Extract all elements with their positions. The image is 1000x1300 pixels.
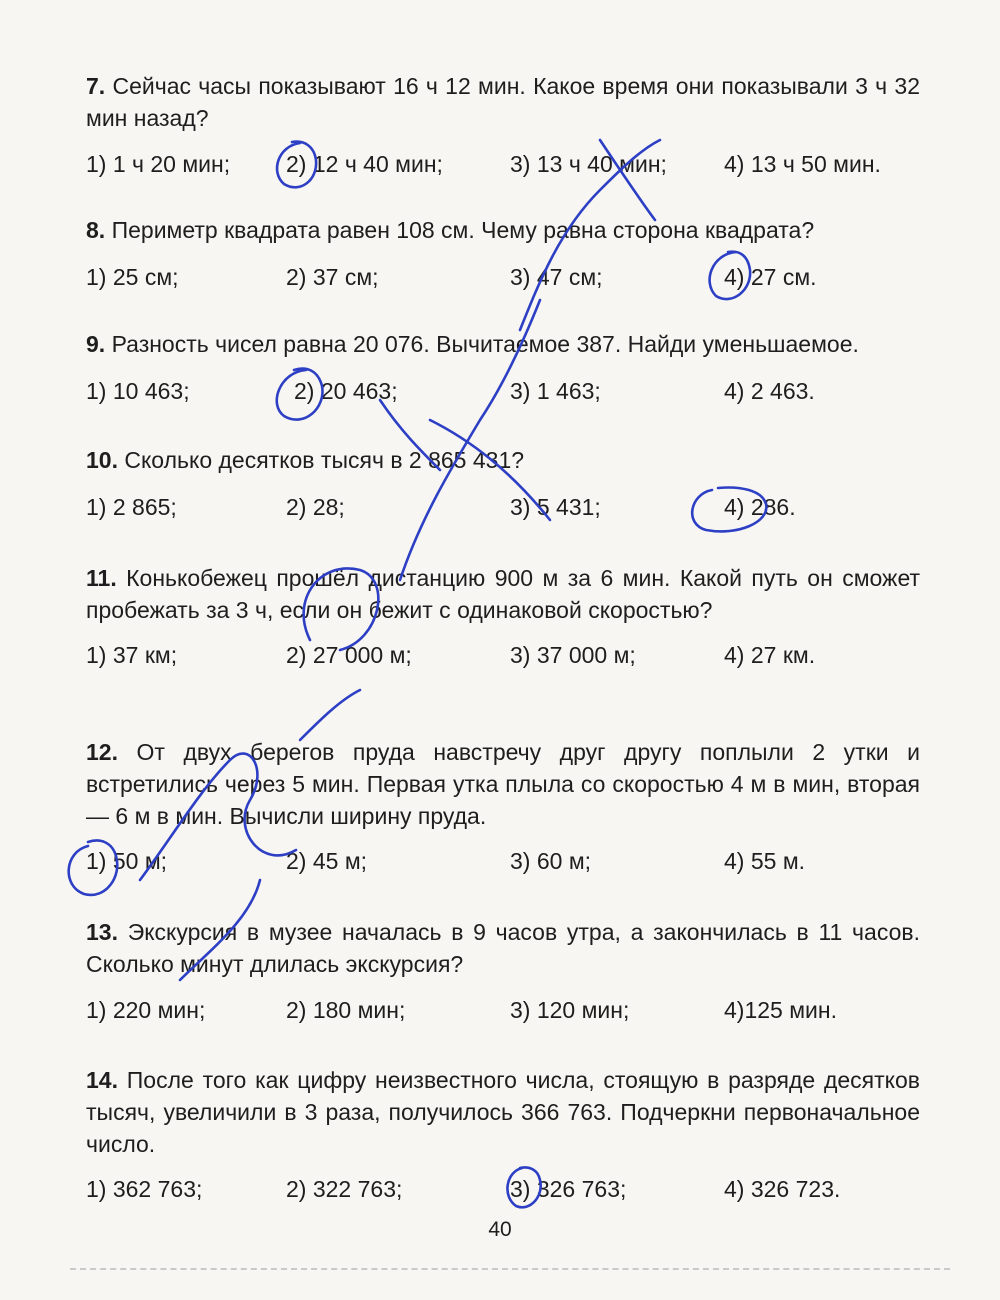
question-text: 13. Экскурсия в музее началась в 9 часов утра, а закончилась в 11 часов. Сколько минут длилась экскурсия? bbox=[86, 919, 920, 977]
answer-option-3[interactable]: 3) 1 463; bbox=[510, 378, 601, 404]
question-7 bbox=[86, 70, 920, 181]
answer-option-4[interactable]: 4) 27 см. bbox=[724, 264, 817, 290]
answer-option-2[interactable]: 2) 28; bbox=[286, 494, 345, 520]
question-11 bbox=[86, 562, 920, 672]
answer-option-4[interactable]: 4) 326 723. bbox=[724, 1176, 841, 1202]
question-13 bbox=[86, 916, 920, 1027]
question-text: 9. Разность чисел равна 20 076. Вычитаемое 387. Найди уменьшаемое. bbox=[86, 331, 859, 357]
answer-option-3[interactable]: 3) 37 000 м; bbox=[510, 642, 636, 668]
answer-option-2[interactable]: 2) 12 ч 40 мин; bbox=[286, 151, 443, 177]
scribble-stroke bbox=[300, 690, 360, 740]
answer-options bbox=[86, 993, 920, 1027]
answer-option-3[interactable]: 3) 326 763; bbox=[510, 1176, 627, 1202]
answer-options bbox=[86, 490, 920, 524]
question-number: 12. bbox=[86, 739, 118, 765]
question-number: 10. bbox=[86, 447, 118, 473]
question-10 bbox=[86, 444, 920, 524]
answer-option-3[interactable]: 3) 60 м; bbox=[510, 848, 592, 874]
answer-option-4[interactable]: 4)125 мин. bbox=[724, 997, 837, 1023]
answer-options bbox=[86, 1172, 920, 1206]
answer-option-3[interactable]: 3) 47 см; bbox=[510, 264, 603, 290]
answer-options bbox=[86, 260, 920, 294]
question-text: 10. Сколько десятков тысяч в 2 865 431? bbox=[86, 447, 525, 473]
answer-option-1[interactable]: 1) 10 463; bbox=[86, 378, 190, 404]
answer-option-2[interactable]: 2) 180 мин; bbox=[286, 997, 406, 1023]
question-text: 11. Конькобежец прошёл дистанцию 900 м за 6 мин. Какой путь он сможет пробежать за 3 ч, если он бежит с одинаковой скоростью? bbox=[86, 565, 921, 623]
question-number: 7. bbox=[86, 73, 106, 99]
answer-options bbox=[86, 147, 920, 181]
answer-option-2[interactable]: 2) 37 см; bbox=[286, 264, 379, 290]
answer-option-4[interactable]: 4) 13 ч 50 мин. bbox=[724, 151, 881, 177]
question-text: 8. Периметр квадрата равен 108 см. Чему равна сторона квадрата? bbox=[86, 217, 815, 243]
answer-option-3[interactable]: 3) 120 мин; bbox=[510, 997, 630, 1023]
answer-option-1[interactable]: 1) 2 865; bbox=[86, 494, 177, 520]
question-number: 13. bbox=[86, 919, 118, 945]
page-number: 40 bbox=[488, 1218, 512, 1241]
answer-option-3[interactable]: 3) 13 ч 40 мин; bbox=[510, 151, 667, 177]
question-text: 7. Сейчас часы показывают 16 ч 12 мин. Какое время они показывали 3 ч 32 мин назад? bbox=[86, 73, 921, 131]
answer-option-4[interactable]: 4) 55 м. bbox=[724, 848, 806, 874]
question-number: 9. bbox=[86, 331, 106, 357]
answer-option-2[interactable]: 2) 20 463; bbox=[294, 378, 398, 404]
question-number: 8. bbox=[86, 217, 106, 243]
answer-option-3[interactable]: 3) 5 431; bbox=[510, 494, 601, 520]
page-bottom-rule bbox=[70, 1268, 950, 1270]
answer-option-1[interactable]: 1) 37 км; bbox=[86, 642, 178, 668]
question-14 bbox=[86, 1064, 920, 1206]
question-number: 11. bbox=[86, 565, 117, 591]
question-9 bbox=[86, 328, 920, 408]
question-8 bbox=[86, 214, 920, 294]
answer-option-4[interactable]: 4) 286. bbox=[724, 494, 796, 520]
question-number: 14. bbox=[86, 1067, 118, 1093]
answer-option-4[interactable]: 4) 27 км. bbox=[724, 642, 816, 668]
answer-options bbox=[86, 374, 920, 408]
question-12 bbox=[86, 736, 920, 878]
answer-option-1[interactable]: 1) 220 мин; bbox=[86, 997, 206, 1023]
answer-option-2[interactable]: 2) 27 000 м; bbox=[286, 642, 412, 668]
answer-option-1[interactable]: 1) 50 м; bbox=[86, 848, 168, 874]
answer-option-4[interactable]: 4) 2 463. bbox=[724, 378, 815, 404]
answer-option-1[interactable]: 1) 362 763; bbox=[86, 1176, 203, 1202]
question-text: 14. После того как цифру неизвестного числа, стоящую в разряде десятков тысяч, увеличили в 3 раза, получилось 366 763. Подчеркни первоначальное число. bbox=[86, 1067, 920, 1157]
answer-option-2[interactable]: 2) 45 м; bbox=[286, 848, 368, 874]
question-text: 12. От двух берегов пруда навстречу друг другу поплыли 2 утки и встретились через 5 мин. Первая утка плыла со скоростью 4 м в мин, вторая — 6 м в мин. Вычисли ширину пруда. bbox=[86, 739, 921, 829]
answer-option-1[interactable]: 1) 25 см; bbox=[86, 264, 179, 290]
answer-options bbox=[86, 638, 920, 672]
answer-option-2[interactable]: 2) 322 763; bbox=[286, 1176, 403, 1202]
answer-option-1[interactable]: 1) 1 ч 20 мин; bbox=[86, 151, 231, 177]
answer-options bbox=[86, 844, 920, 878]
